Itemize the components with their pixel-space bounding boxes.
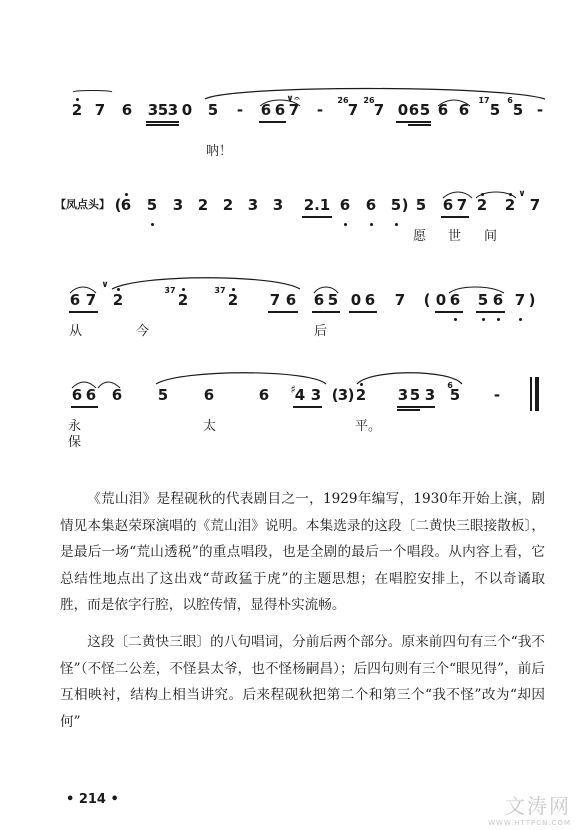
- note: 6: [458, 101, 470, 119]
- note: 6: [85, 386, 97, 404]
- note: 6: [449, 291, 461, 309]
- note: 7: [288, 101, 300, 119]
- note: 5: [477, 291, 489, 309]
- note: 4: [294, 386, 306, 404]
- note: 5: [489, 101, 501, 119]
- lyric: 呐！: [206, 144, 233, 159]
- page-number: • 214 •: [66, 792, 119, 807]
- note: 5: [409, 386, 421, 404]
- score-row-1-underline: [146, 124, 179, 126]
- score-row-3-notes: [0, 286, 585, 330]
- score-row-2-underline: [302, 216, 332, 218]
- note: 6: [339, 196, 351, 214]
- note: 5: [146, 196, 158, 214]
- note: 6: [285, 291, 297, 309]
- grace-note: 2̇6: [363, 96, 375, 105]
- breath-mark: ∨: [286, 94, 294, 104]
- octave-dot-below: [454, 318, 457, 321]
- paren-close: ): [528, 291, 536, 309]
- note: 0: [397, 101, 409, 119]
- watermark: [488, 790, 571, 827]
- lyric: 间: [484, 229, 498, 244]
- note: 6: [365, 196, 377, 214]
- note: 6: [313, 291, 325, 309]
- score-row-2-underline: [441, 216, 469, 218]
- paren-open: (: [331, 386, 339, 404]
- note: 6: [203, 386, 215, 404]
- note: 5: [449, 386, 461, 404]
- lyric: 后: [314, 324, 328, 339]
- watermark-url: WWW.HTTPCN.COM: [488, 819, 571, 827]
- final-barline-thick: [535, 377, 539, 411]
- score-row-4: [0, 381, 585, 475]
- grace-note: 3̇7: [214, 286, 226, 295]
- note: 2: [303, 196, 315, 214]
- note: -: [236, 101, 244, 119]
- note: 7: [94, 101, 106, 119]
- score-row-3-underline: [349, 311, 377, 313]
- note: 2: [227, 291, 239, 309]
- note: 6: [408, 101, 420, 119]
- score-row-1-underline: [146, 121, 179, 123]
- lyric: 愿: [413, 229, 427, 244]
- grace-note: 3̇7: [164, 286, 176, 295]
- note: 6: [121, 101, 133, 119]
- note: 5: [157, 386, 169, 404]
- note: 2: [504, 196, 516, 214]
- note: 6: [274, 101, 286, 119]
- watermark-text: 文涛网: [505, 794, 571, 818]
- lyric: 太: [203, 419, 217, 434]
- breath-mark: ∨: [518, 189, 526, 199]
- paren-open: (: [114, 196, 122, 214]
- note: 2: [112, 291, 124, 309]
- note: 7: [373, 101, 385, 119]
- octave-dot-below: [151, 223, 154, 226]
- lyric: 平。: [355, 419, 382, 434]
- note: 6: [442, 196, 454, 214]
- note: 5: [415, 196, 427, 214]
- lyric: 永保: [68, 419, 82, 450]
- cue-label-fengdiantou: 【凤点头】: [55, 198, 110, 211]
- score-row-3-underline: [268, 311, 298, 313]
- score-row-3-underline: [69, 311, 98, 313]
- note: 2: [355, 386, 367, 404]
- breath-mark: ∨: [101, 280, 109, 290]
- paren-close: ): [401, 196, 409, 214]
- note: 2: [222, 196, 234, 214]
- note: 3: [424, 386, 436, 404]
- score-row-1-underline: [408, 124, 431, 126]
- note: 7: [347, 101, 359, 119]
- grace-note: 2̇6: [337, 96, 349, 105]
- paren-open: (: [423, 291, 431, 309]
- note: .: [314, 196, 320, 214]
- note: 2: [71, 101, 83, 119]
- note: 3: [397, 386, 409, 404]
- note: 6: [111, 386, 123, 404]
- note: 3: [247, 196, 259, 214]
- score-row-1-underline: [396, 121, 431, 123]
- score-row-3-underline: [435, 311, 463, 313]
- note: 6: [437, 101, 449, 119]
- note: 5: [390, 196, 402, 214]
- note: 3: [272, 196, 284, 214]
- score-row-4-underline: [293, 406, 322, 408]
- octave-dot-below: [497, 318, 500, 321]
- score-row-3-underline: [312, 311, 340, 313]
- note: 5: [512, 101, 524, 119]
- fermata-mark: 𝄐: [294, 94, 300, 104]
- paren-close: ): [347, 386, 355, 404]
- note: 5: [157, 101, 169, 119]
- score-row-4-underline: [397, 409, 420, 411]
- octave-dot-below: [519, 318, 522, 321]
- note: 6: [492, 291, 504, 309]
- note: 6: [71, 386, 83, 404]
- score-row-2-notes: [0, 195, 585, 235]
- note: 7: [269, 291, 281, 309]
- grace-note: 1̇7: [478, 96, 490, 105]
- paragraph-2: 这段〔二黄快三眼〕的八句唱词，分前后两个部分。原来前四句有三个“我不怪”（不怪二公差，不怪县太爷，也不怪杨嗣昌）；后四句则有三个“眼见得”，前后互相映衬，结构上相当讲究。后来程砚秋把第二个和第三个“我不怪”改为“却因何”: [60, 633, 545, 730]
- octave-dot-below: [370, 223, 373, 226]
- score-row-1-underline: [259, 121, 286, 123]
- note: -: [493, 386, 501, 404]
- note: 7: [514, 291, 526, 309]
- final-barline-thin: [530, 377, 532, 411]
- note: 6: [260, 101, 272, 119]
- score-row-4-slurs: [0, 378, 585, 390]
- score-row-1: [0, 94, 585, 190]
- note: 3: [147, 101, 159, 119]
- lyric: 今: [136, 324, 150, 339]
- octave-dot-below: [344, 223, 347, 226]
- grace-note: 6: [507, 96, 513, 105]
- lyric: 从: [69, 324, 83, 339]
- octave-dot-below: [395, 223, 398, 226]
- note: 6: [120, 196, 132, 214]
- note: 3: [167, 101, 179, 119]
- paragraph-1: 《荒山泪》是程砚秋的代表剧目之一，1929年编写，1930年开始上演，剧情见本集赵荣琛演唱的《荒山泪》说明。本集选录的这段〔二黄快三眼接散板〕，是最后一场“荒山透税”的重点唱段，也是全剧的最后一个唱段。从内容上看，它总结性地点出了这出戏“苛政猛于虎”的主题思想；在唱腔安排上，不以奇谲取胜，而是依字行腔，以腔传情，显得朴实流畅。: [60, 491, 545, 614]
- note: 0: [435, 291, 447, 309]
- score-row-4-underline: [397, 406, 435, 408]
- note: 6: [258, 386, 270, 404]
- note: 2: [177, 291, 189, 309]
- note: 3: [310, 386, 322, 404]
- note: -: [316, 101, 324, 119]
- note: 5: [207, 101, 219, 119]
- note: 6: [364, 291, 376, 309]
- grace-note: 6: [447, 381, 453, 390]
- note: 2: [476, 196, 488, 214]
- score-row-2-slurs: [0, 188, 585, 200]
- lyric: 世: [448, 229, 462, 244]
- note: 5: [419, 101, 431, 119]
- note: 2: [197, 196, 209, 214]
- note: 7: [529, 196, 541, 214]
- octave-dot-below: [482, 318, 485, 321]
- note: 3: [337, 386, 349, 404]
- note: -: [536, 101, 544, 119]
- note: 6: [69, 291, 81, 309]
- note: 7: [85, 291, 97, 309]
- score-row-4-underline: [71, 406, 98, 408]
- score-row-3-underline: [476, 311, 505, 313]
- note: 0: [181, 101, 193, 119]
- commentary-text: [60, 486, 545, 735]
- note: 7: [394, 291, 406, 309]
- note: 1: [319, 196, 331, 214]
- sharp-sign: ♯: [290, 383, 296, 396]
- score-row-3-slurs: [0, 283, 585, 295]
- note: 7: [456, 196, 468, 214]
- note: 0: [350, 291, 362, 309]
- note: 5: [327, 291, 339, 309]
- note: 3: [172, 196, 184, 214]
